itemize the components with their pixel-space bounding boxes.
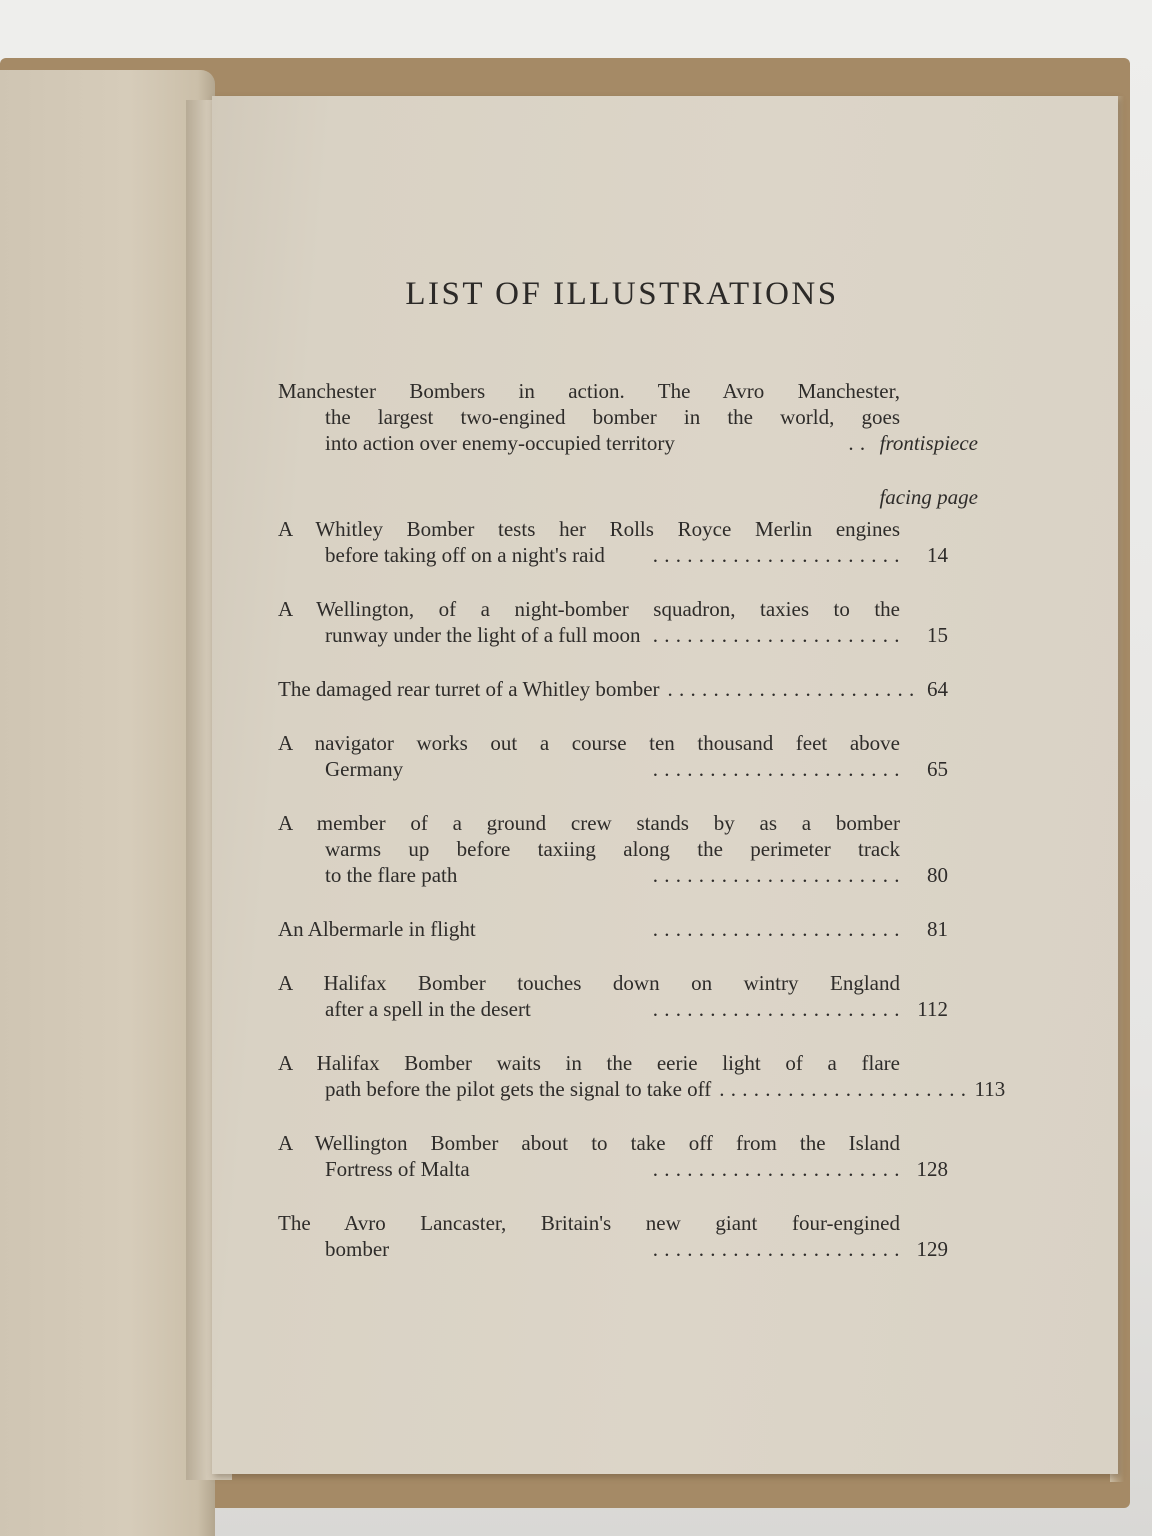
entry-line: A Halifax Bomber waits in the eerie light of a flare	[278, 1051, 900, 1075]
list-item	[278, 810, 978, 888]
entry-last-line	[278, 1076, 1006, 1102]
entry-last-line	[278, 622, 978, 648]
list-item	[278, 916, 978, 942]
facing-page-label: facing page	[879, 485, 978, 509]
list-item	[278, 970, 978, 1022]
entry-line: The damaged rear turret of a Whitley bomber	[278, 677, 660, 701]
entry-line: Germany	[325, 757, 404, 781]
entry-last-line	[278, 996, 978, 1022]
entry-line: The Avro Lancaster, Britain's new giant four-engined	[278, 1211, 900, 1235]
entry-last-line	[278, 430, 978, 456]
entry-last-line	[278, 756, 978, 782]
dot-leaders: . . . . . . . . . . . . . . . . . . . . . .	[652, 997, 900, 1021]
dot-leaders: . . . . . . . . . . . . . . . . . . . . . .	[652, 623, 900, 647]
entry-line: A Whitley Bomber tests her Rolls Royce Merlin engines	[278, 517, 900, 541]
entries-container	[278, 516, 1006, 1262]
dot-leaders: . . . . . . . . . . . . . . . . . . . . . .	[652, 1157, 900, 1181]
entry-line: A navigator works out a course ten thousand feet above	[278, 731, 900, 755]
entry-line: A Wellington, of a night-bomber squadron, taxies to the	[278, 597, 900, 621]
entry-line: into action over enemy-occupied territory	[325, 431, 675, 455]
dot-leaders: . . . . . . . . . . . . . . . . . . . . . .	[652, 1237, 900, 1261]
entry-line: after a spell in the desert	[325, 997, 531, 1021]
dot-leaders: . . . . . . . . . . . . . . . . . . . . . .	[719, 1077, 967, 1101]
page-number: 65	[927, 757, 948, 781]
page-number: 112	[917, 997, 948, 1021]
entry-line: A Halifax Bomber touches down on wintry England	[278, 971, 900, 995]
page-title: LIST OF ILLUSTRATIONS	[405, 276, 839, 312]
entry-line: the largest two-engined bomber in the world, goes	[325, 405, 900, 429]
entry-line: A member of a ground crew stands by as a bomber	[278, 811, 900, 835]
entry-line: Manchester Bombers in action. The Avro Manchester,	[278, 379, 900, 403]
list-item	[278, 516, 978, 568]
page-reference: frontispiece	[879, 431, 978, 455]
dot-leaders: . . . . . . . . . . . . . . . . . . . . . .	[652, 863, 900, 887]
list-item	[278, 1050, 1006, 1102]
entry-last-line	[278, 676, 978, 702]
entry-line: path before the pilot gets the signal to take off	[325, 1077, 712, 1101]
entry-last-line	[278, 1156, 978, 1182]
frontispiece-entry	[278, 378, 978, 456]
entry-last-line	[278, 1236, 978, 1262]
dot-leaders: . . . . . . . . . . . . . . . . . . . . . .	[652, 917, 900, 941]
list-item	[278, 1130, 978, 1182]
entry-line: A Wellington Bomber about to take off from the Island	[278, 1131, 900, 1155]
entry-line: Fortress of Malta	[325, 1157, 470, 1181]
page-number: 81	[927, 917, 948, 941]
list-item	[278, 596, 978, 648]
list-item	[278, 676, 978, 702]
entry-line: warms up before taxiing along the perimeter track	[325, 837, 900, 861]
page-number: 15	[927, 623, 948, 647]
entry-line: bomber	[325, 1237, 390, 1261]
dot-leaders: . . . . . . . . . . . . . . . . . . . . . .	[652, 543, 900, 567]
page-number: 64	[927, 677, 948, 701]
dot-leaders: . .	[848, 431, 866, 455]
entry-line: runway under the light of a full moon	[325, 623, 641, 647]
entry-line: to the flare path	[325, 863, 458, 887]
dot-leaders: . . . . . . . . . . . . . . . . . . . . . .	[667, 677, 915, 701]
page-number: 14	[927, 543, 948, 567]
dot-leaders: . . . . . . . . . . . . . . . . . . . . . .	[652, 757, 900, 781]
list-item	[278, 1210, 978, 1262]
entry-line: An Albermarle in flight	[278, 917, 476, 941]
entry-last-line	[278, 916, 978, 942]
list-item	[278, 730, 978, 782]
page-number: 129	[916, 1237, 948, 1261]
illustrations-list	[278, 378, 1006, 1290]
page-number: 113	[974, 1077, 1006, 1101]
page-number: 128	[916, 1157, 948, 1181]
entry-last-line	[278, 862, 978, 888]
page-number: 80	[927, 863, 948, 887]
entry-last-line	[278, 542, 978, 568]
entry-line: before taking off on a night's raid	[325, 543, 605, 567]
